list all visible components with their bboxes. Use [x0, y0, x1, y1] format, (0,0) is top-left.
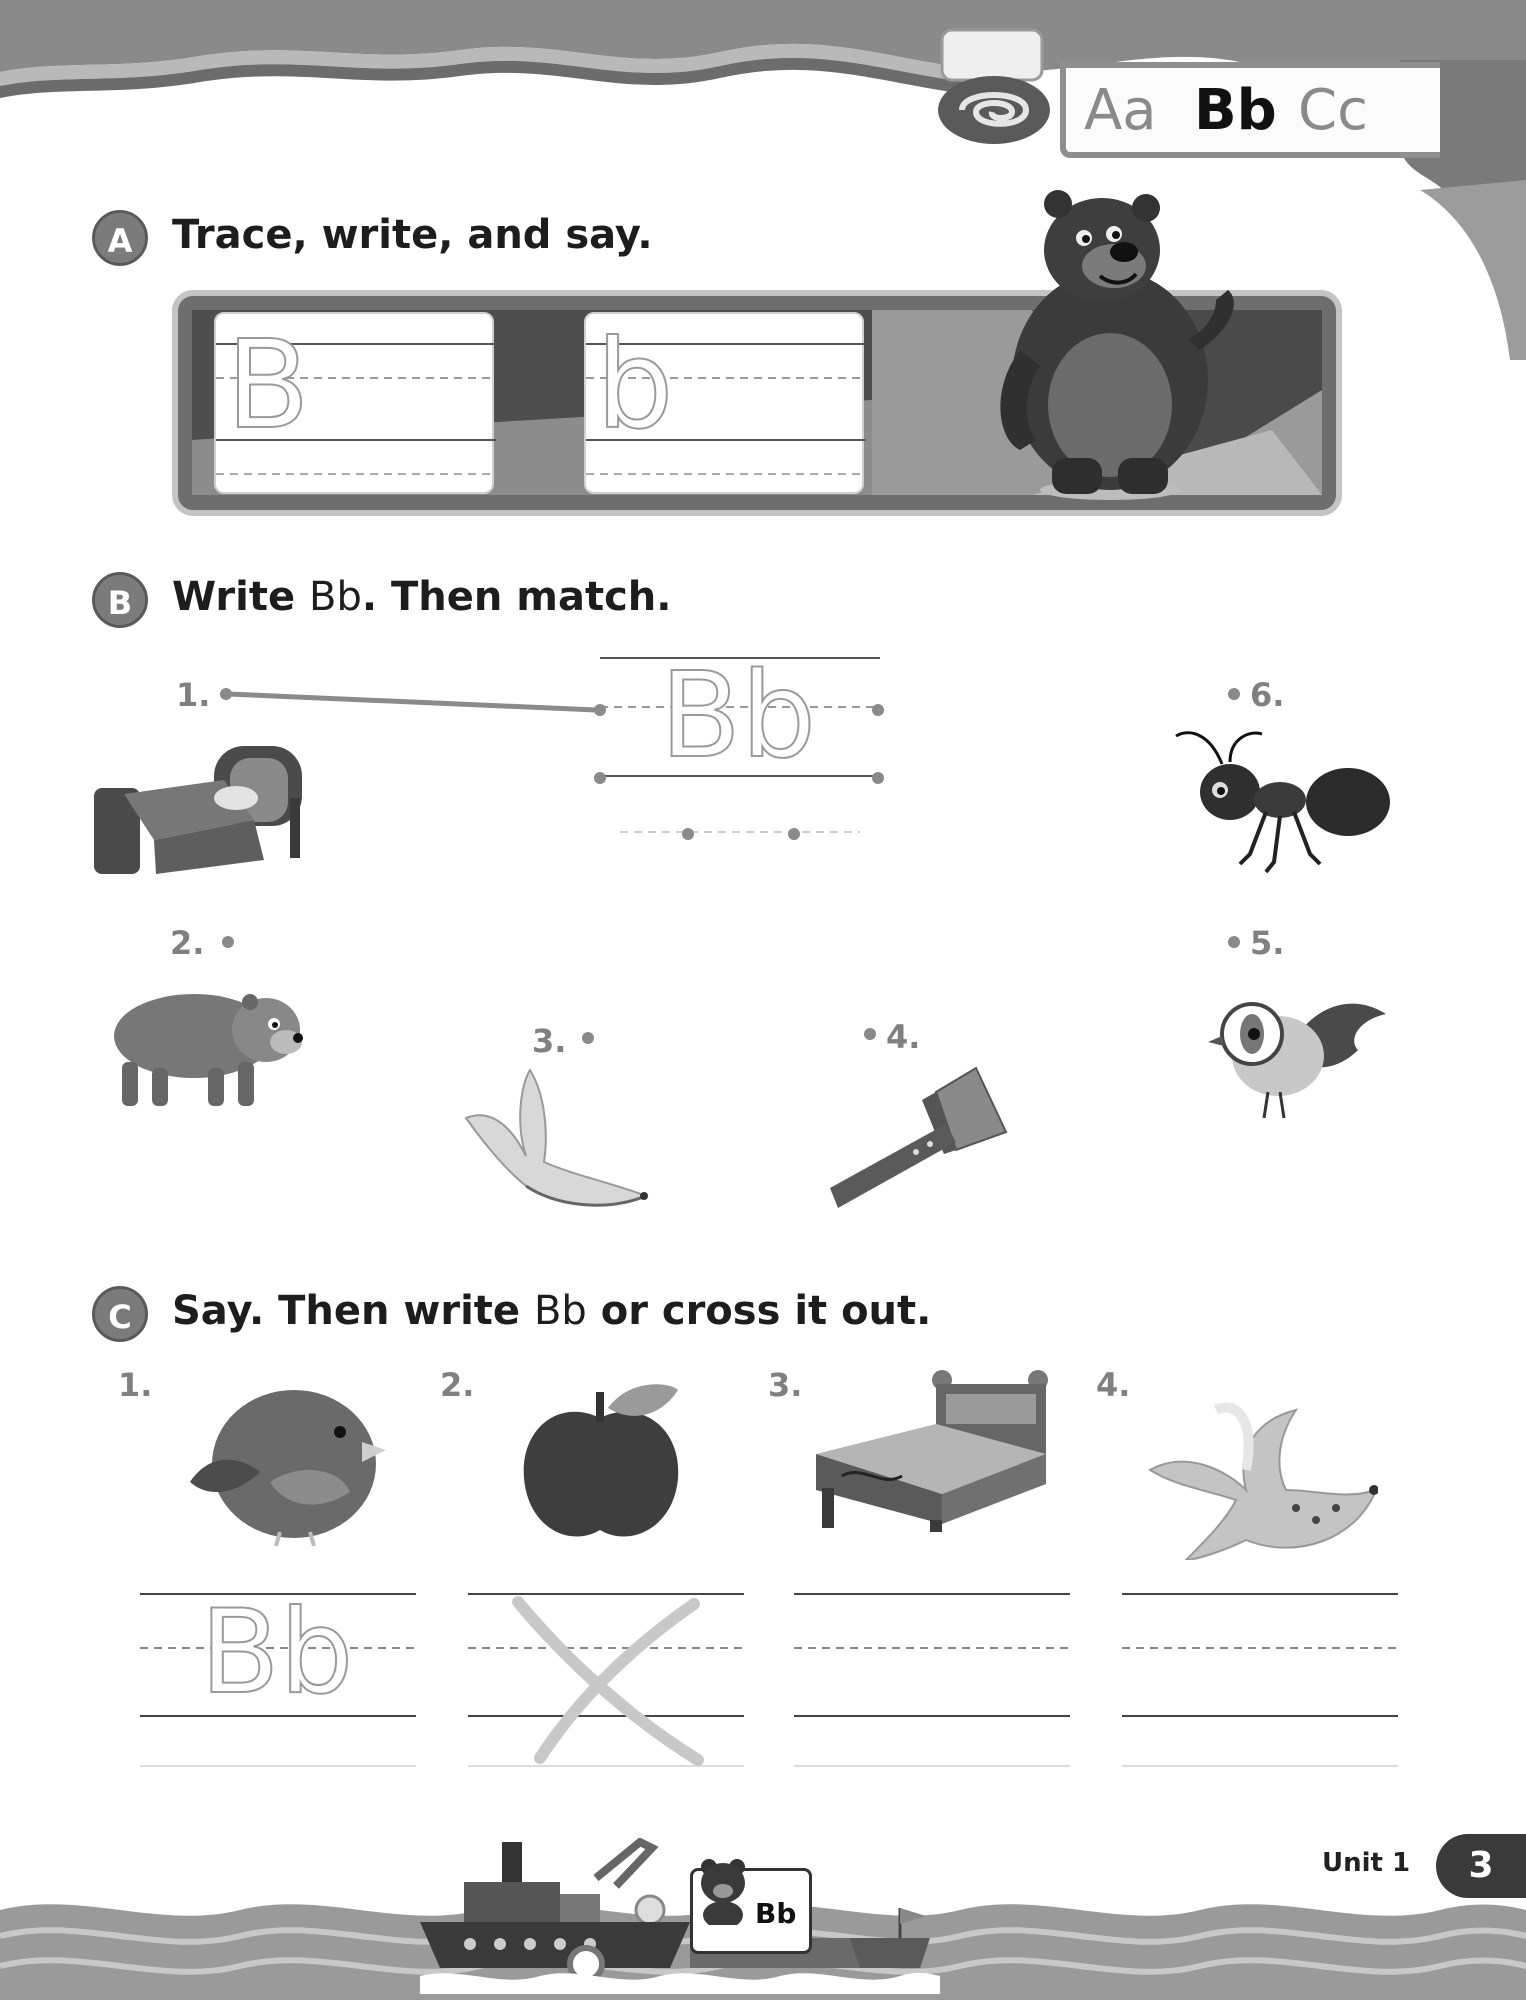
bed-illustration: [94, 728, 314, 876]
match-line-example: [220, 688, 600, 728]
match-dot-2[interactable]: [222, 936, 234, 948]
section-c-badge: C: [92, 1286, 148, 1342]
apple-illustration: [520, 1378, 682, 1548]
banana-illustration: [456, 1066, 652, 1212]
boat-sign-letters: Bb: [755, 1897, 797, 1930]
section-c-title-before: Say. Then write: [172, 1288, 534, 1334]
section-c-title-letters: Bb: [533, 1288, 587, 1334]
match-center-letters: Bb: [660, 646, 816, 784]
match-dot-center-bottom-right[interactable]: [788, 828, 800, 840]
c-write-box-3[interactable]: [794, 1590, 1070, 1770]
boat-bear-sign: [690, 1868, 812, 1954]
match-dot-center-right-bottom[interactable]: [872, 772, 884, 784]
bird-illustration: [1208, 980, 1388, 1128]
section-b-title-letters: Bb: [309, 574, 362, 620]
bed-c-illustration: [812, 1364, 1056, 1534]
c-number-1: 1.: [118, 1366, 153, 1404]
c-write-box-4[interactable]: [1122, 1590, 1398, 1770]
section-c-title-after: or cross it out.: [586, 1288, 932, 1334]
section-b-badge: B: [92, 572, 148, 628]
trace-box-lowercase[interactable]: [584, 312, 864, 494]
cross-out-mark-icon: [468, 1590, 744, 1770]
match-dot-1[interactable]: [220, 688, 232, 700]
match-number-5: 5.: [1250, 924, 1285, 962]
c-write-box-2[interactable]: [468, 1590, 744, 1770]
match-dot-3[interactable]: [582, 1032, 594, 1044]
bird-c-illustration: [190, 1372, 386, 1546]
match-number-3: 3.: [532, 1022, 567, 1060]
trace-box-uppercase[interactable]: [214, 312, 494, 494]
c-number-2: 2.: [440, 1366, 475, 1404]
ant-illustration: [1170, 724, 1392, 878]
section-c-title: [172, 1288, 931, 1334]
bear-mascot-illustration: [980, 190, 1260, 510]
match-number-6: 6.: [1250, 676, 1285, 714]
axe-illustration: [826, 1062, 1012, 1212]
match-dot-center-bottom-left[interactable]: [682, 828, 694, 840]
scroll-icon: [932, 28, 1062, 148]
section-b-title-before: Write: [172, 574, 310, 620]
match-dot-6[interactable]: [1228, 688, 1240, 700]
section-a-title: Trace, write, and say.: [172, 212, 653, 258]
match-dot-center-left-bottom[interactable]: [594, 772, 606, 784]
c-example-letters: Bb: [200, 1585, 354, 1720]
match-number-1: 1.: [176, 676, 211, 714]
banana-c-illustration: [1146, 1390, 1378, 1560]
unit-label: Unit 1: [1322, 1848, 1411, 1878]
c-number-4: 4.: [1096, 1366, 1131, 1404]
alphabet-tab-bar: [1060, 62, 1440, 158]
alphabet-tab-cc: Cc: [1298, 78, 1368, 143]
page-number: 3: [1436, 1834, 1526, 1898]
bear-face-icon: [697, 1857, 749, 1925]
match-number-4: 4.: [886, 1018, 921, 1056]
boat-illustration: [420, 1838, 940, 1994]
section-a-badge: A: [92, 210, 148, 266]
trace-letter-lowercase: b: [596, 314, 674, 456]
section-b-title: [172, 574, 671, 620]
match-number-2: 2.: [170, 924, 205, 962]
match-dot-4[interactable]: [864, 1028, 876, 1040]
match-dot-center-right-top[interactable]: [872, 704, 884, 716]
c-write-box-1[interactable]: [140, 1585, 416, 1770]
c-number-3: 3.: [768, 1366, 803, 1404]
section-b-title-after: . Then match.: [361, 574, 672, 620]
alphabet-tab-aa: Aa: [1084, 78, 1157, 143]
alphabet-tab-bb: Bb: [1194, 78, 1277, 143]
bear-illustration: [108, 984, 308, 1108]
trace-letter-uppercase: B: [226, 314, 310, 456]
match-dot-5[interactable]: [1228, 936, 1240, 948]
match-dot-center-left-top[interactable]: [594, 704, 606, 716]
match-center-box[interactable]: [600, 646, 880, 852]
